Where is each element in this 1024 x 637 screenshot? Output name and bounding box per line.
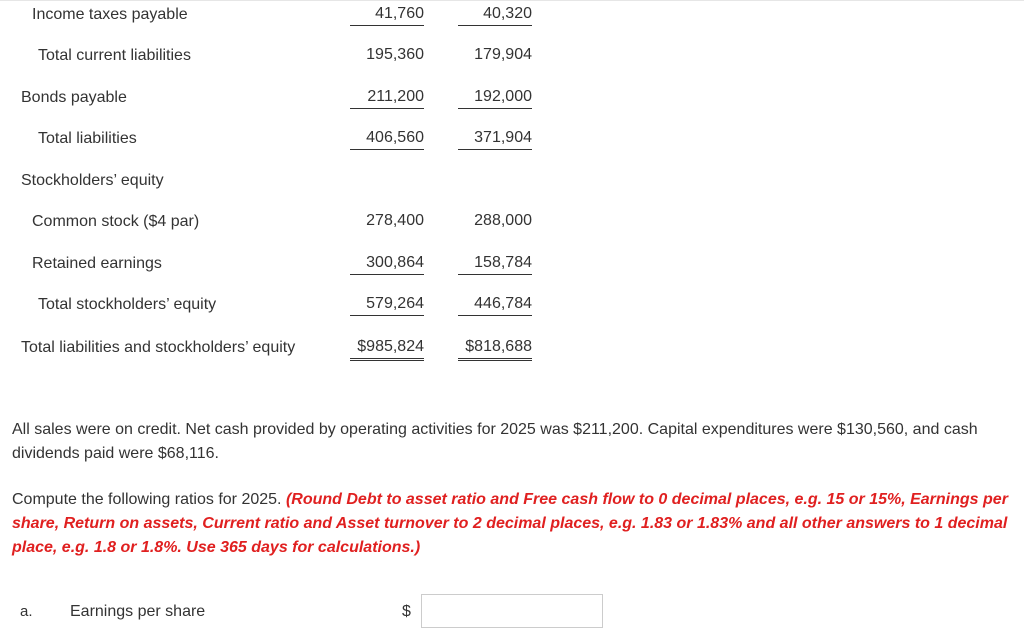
row-retained-earnings	[0, 252, 560, 276]
value-2025: 211,200	[350, 86, 424, 109]
value-2025: 300,864	[350, 252, 424, 275]
row-label: Total current liabilities	[38, 47, 191, 64]
instructions	[12, 488, 1012, 560]
value-2024: 158,784	[458, 252, 532, 275]
rounding-note: (Round Debt to asset ratio and Free cash flow to 0 decimal places, e.g. 15 or 15%, Earnings per share, Return on assets, Current ratio and Asset turnover to 2 decimal places, e.g. 1.83 or 1.83% and all other answers to 1 decimal place, e.g. 1.8 or 1.8%. Use 365 days for calculations.)	[12, 491, 1008, 556]
value-2024: 446,784	[458, 293, 532, 316]
row-common-stock	[0, 210, 560, 234]
question-letter: a.	[20, 603, 33, 620]
row-label: Total stockholders’ equity	[38, 296, 217, 313]
instructions-text: Compute the following ratios for 2025.	[12, 491, 282, 508]
row-bonds-payable	[0, 86, 560, 110]
value-2025: 278,400	[366, 212, 424, 229]
value-2025: 41,760	[350, 3, 424, 26]
row-total-liabilities-and-equity	[0, 336, 560, 360]
value-2024: 371,904	[458, 127, 532, 150]
dollar-sign: $	[402, 603, 411, 620]
row-label: Total liabilities and stockholders’ equity	[21, 339, 296, 356]
row-income-taxes-payable	[0, 3, 560, 27]
value-2024: 40,320	[458, 3, 532, 26]
value-2025: $985,824	[350, 336, 424, 361]
value-2024: $818,688	[458, 336, 532, 361]
earnings-per-share-input[interactable]	[421, 594, 603, 628]
value-2024: 288,000	[474, 212, 532, 229]
section-heading: Stockholders’ equity	[21, 172, 164, 189]
info-paragraph: All sales were on credit. Net cash provided by operating activities for 2025 was $211,200. Capital expenditures were $130,560, and cash dividends paid were $68,116.	[12, 421, 978, 462]
row-stockholders-equity-header	[0, 169, 560, 193]
row-label: Total liabilities	[38, 130, 137, 147]
row-label: Income taxes payable	[32, 6, 188, 23]
row-total-current-liabilities	[0, 44, 560, 68]
row-label: Common stock ($4 par)	[32, 213, 200, 230]
value-2025: 195,360	[366, 46, 424, 63]
value-2025: 406,560	[350, 127, 424, 150]
row-label: Retained earnings	[32, 255, 162, 272]
top-divider	[0, 0, 1024, 1]
question-label: Earnings per share	[70, 603, 206, 620]
value-2025: 579,264	[350, 293, 424, 316]
value-2024: 192,000	[458, 86, 532, 109]
row-total-stockholders-equity	[0, 293, 560, 317]
row-label: Bonds payable	[21, 89, 127, 106]
row-total-liabilities	[0, 127, 560, 151]
value-2024: 179,904	[474, 46, 532, 63]
